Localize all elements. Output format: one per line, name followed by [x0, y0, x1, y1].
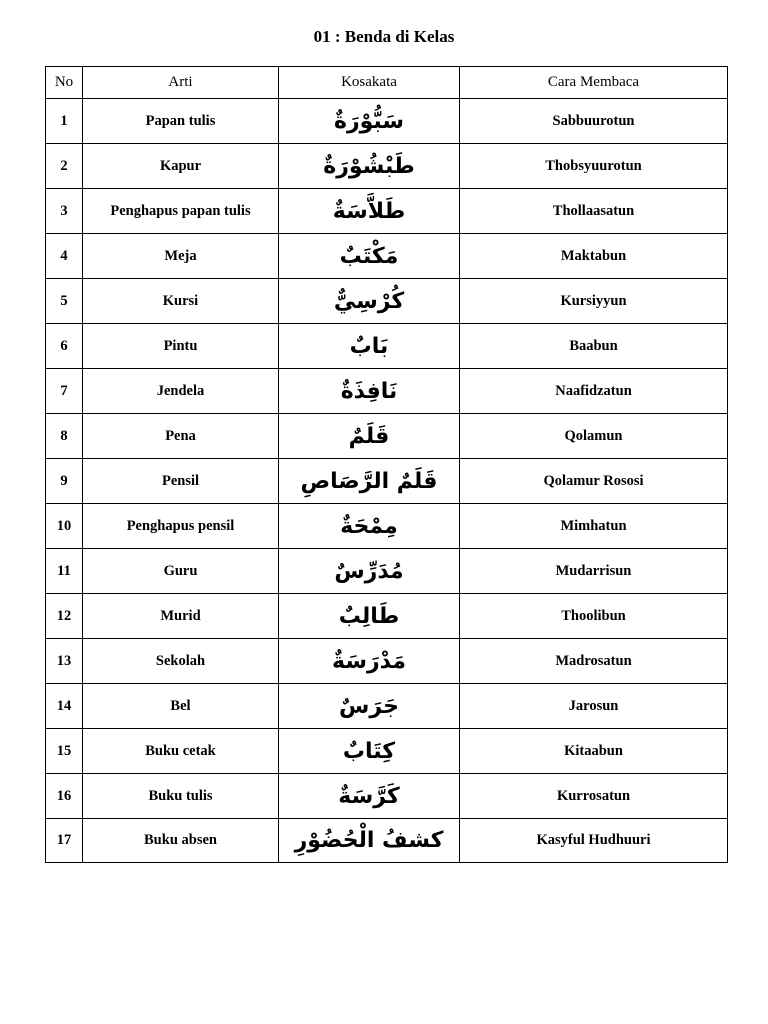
- cell-cara-membaca: Sabbuurotun: [460, 99, 728, 144]
- cell-cara-membaca: Mudarrisun: [460, 549, 728, 594]
- table-row: [46, 684, 728, 729]
- cell-no: 6: [46, 324, 83, 369]
- table-row: [46, 729, 728, 774]
- cell-arti: Sekolah: [83, 639, 279, 684]
- cell-cara-membaca: Jarosun: [460, 684, 728, 729]
- cell-no: 15: [46, 729, 83, 774]
- cell-arti: Jendela: [83, 369, 279, 414]
- cell-no: 8: [46, 414, 83, 459]
- cell-kosakata: مَكْتَبٌ: [279, 234, 460, 279]
- cell-kosakata: بَابٌ: [279, 324, 460, 369]
- cell-kosakata: طَالِبٌ: [279, 594, 460, 639]
- cell-cara-membaca: Kursiyyun: [460, 279, 728, 324]
- cell-kosakata: طَلاَّسَةٌ: [279, 189, 460, 234]
- cell-arti: Buku cetak: [83, 729, 279, 774]
- cell-no: 11: [46, 549, 83, 594]
- cell-arti: Kursi: [83, 279, 279, 324]
- table-row: [46, 504, 728, 549]
- cell-arti: Bel: [83, 684, 279, 729]
- cell-cara-membaca: Qolamun: [460, 414, 728, 459]
- cell-no: 17: [46, 819, 83, 863]
- header-row: [46, 67, 728, 99]
- cell-no: 9: [46, 459, 83, 504]
- cell-arti: Murid: [83, 594, 279, 639]
- cell-kosakata: قَلَمٌ: [279, 414, 460, 459]
- table-row: [46, 774, 728, 819]
- cell-no: 1: [46, 99, 83, 144]
- table-row: [46, 459, 728, 504]
- table-row: [46, 639, 728, 684]
- cell-cara-membaca: Mimhatun: [460, 504, 728, 549]
- header-kosakata: Kosakata: [279, 67, 460, 99]
- cell-arti: Pena: [83, 414, 279, 459]
- cell-kosakata: سَبُّوْرَةٌ: [279, 99, 460, 144]
- table-row: [46, 414, 728, 459]
- cell-no: 10: [46, 504, 83, 549]
- cell-no: 5: [46, 279, 83, 324]
- table-row: [46, 234, 728, 279]
- cell-no: 7: [46, 369, 83, 414]
- header-arti: Arti: [83, 67, 279, 99]
- cell-kosakata: مَدْرَسَةٌ: [279, 639, 460, 684]
- cell-cara-membaca: Qolamur Rososi: [460, 459, 728, 504]
- cell-arti: Penghapus pensil: [83, 504, 279, 549]
- table-row: [46, 369, 728, 414]
- cell-arti: Pensil: [83, 459, 279, 504]
- cell-kosakata: نَافِذَةٌ: [279, 369, 460, 414]
- page-title: 01 : Benda di Kelas: [313, 27, 455, 46]
- cell-cara-membaca: Naafidzatun: [460, 369, 728, 414]
- cell-cara-membaca: Thoolibun: [460, 594, 728, 639]
- cell-cara-membaca: Kasyful Hudhuuri: [460, 819, 728, 863]
- cell-cara-membaca: Thobsyuurotun: [460, 144, 728, 189]
- cell-no: 4: [46, 234, 83, 279]
- cell-cara-membaca: Thollaasatun: [460, 189, 728, 234]
- table-row: [46, 279, 728, 324]
- cell-cara-membaca: Maktabun: [460, 234, 728, 279]
- cell-cara-membaca: Madrosatun: [460, 639, 728, 684]
- cell-arti: Pintu: [83, 324, 279, 369]
- cell-kosakata: كشفُ الْحُضُوْرِ: [279, 819, 460, 863]
- header-cara-membaca: Cara Membaca: [460, 67, 728, 99]
- cell-arti: Buku tulis: [83, 774, 279, 819]
- table-row: [46, 819, 728, 863]
- cell-kosakata: طَبْشُوْرَةٌ: [279, 144, 460, 189]
- table-row: [46, 189, 728, 234]
- cell-no: 12: [46, 594, 83, 639]
- table-row: [46, 324, 728, 369]
- cell-arti: Meja: [83, 234, 279, 279]
- cell-no: 16: [46, 774, 83, 819]
- cell-kosakata: مُدَرِّسٌ: [279, 549, 460, 594]
- table-row: [46, 594, 728, 639]
- cell-kosakata: قَلَمٌ الرَّصَاصِ: [279, 459, 460, 504]
- cell-no: 13: [46, 639, 83, 684]
- cell-arti: Buku absen: [83, 819, 279, 863]
- cell-arti: Kapur: [83, 144, 279, 189]
- cell-no: 3: [46, 189, 83, 234]
- cell-cara-membaca: Kurrosatun: [460, 774, 728, 819]
- cell-no: 2: [46, 144, 83, 189]
- table-row: [46, 99, 728, 144]
- table-row: [46, 549, 728, 594]
- header-no: No: [46, 67, 83, 99]
- vocabulary-table: [45, 66, 728, 863]
- cell-kosakata: جَرَسٌ: [279, 684, 460, 729]
- cell-no: 14: [46, 684, 83, 729]
- cell-kosakata: كِتَابٌ: [279, 729, 460, 774]
- cell-kosakata: كُرْسِيٌّ: [279, 279, 460, 324]
- cell-kosakata: كَرَّسَةٌ: [279, 774, 460, 819]
- cell-cara-membaca: Baabun: [460, 324, 728, 369]
- cell-arti: Guru: [83, 549, 279, 594]
- cell-kosakata: مِمْحَةٌ: [279, 504, 460, 549]
- cell-cara-membaca: Kitaabun: [460, 729, 728, 774]
- cell-arti: Penghapus papan tulis: [83, 189, 279, 234]
- cell-arti: Papan tulis: [83, 99, 279, 144]
- table-row: [46, 144, 728, 189]
